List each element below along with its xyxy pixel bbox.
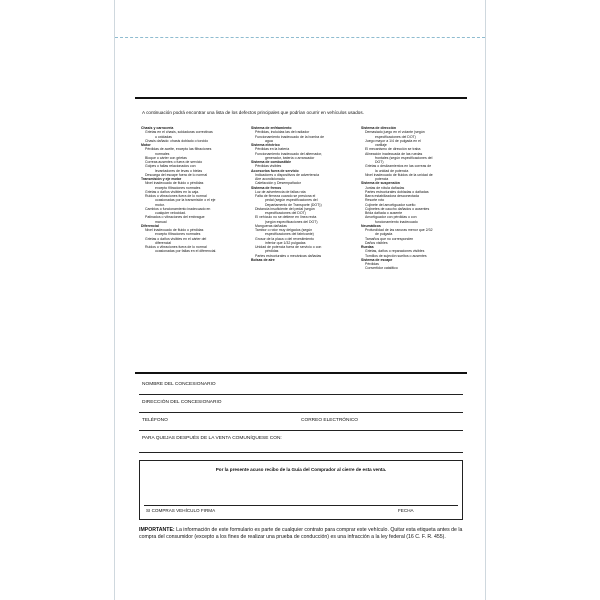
defect-item: agua <box>265 138 273 143</box>
defect-item: potencia <box>375 177 389 181</box>
defect-item: normales <box>155 151 170 156</box>
important-notice <box>139 527 467 541</box>
defect-item: motor. <box>155 202 165 207</box>
defect-item: Alineación inadecuada de las ruedas <box>365 151 423 156</box>
defect-item: Nivel inadecuado de fluido o pérdidas <box>145 228 204 232</box>
defect-item: Pérdidas visibles <box>255 164 282 169</box>
defect-item: pedal (según especificaciones del <box>265 198 318 203</box>
defect-item: inferior que 1/32 pulgadas <box>265 240 306 245</box>
defect-item: Grietas o daños visibles en el cárter del <box>145 236 207 241</box>
defect-item: Falta de firmeza cuando se presiona el <box>255 194 316 198</box>
defect-item: Partes estructurales o mecánicas dañadas <box>255 253 322 258</box>
defect-category-heading: Sistema de dirección <box>361 126 397 130</box>
defect-item: Cojinetes de caucho dañados o ausentes <box>365 206 430 211</box>
defect-item: especificaciones del DOT) <box>375 134 416 139</box>
defect-item: Juego mayor a 1/4 de pulgada en el <box>365 138 421 143</box>
defect-item: El mecanismo de dirección se traba <box>365 147 421 152</box>
dealer-name-label: NOMBRE DEL CONCESIONARIO <box>142 382 216 387</box>
signature-label: SI COMPRAS VEHÍCULO FIRMA <box>146 508 216 513</box>
defect-category-heading: Accesorios fuera de servicio <box>251 168 299 173</box>
defect-item: Profundidad de las ranuras menor que 2/32 <box>365 228 433 232</box>
acknowledgement-box <box>139 460 463 520</box>
defect-item: Aire acondicionado <box>255 177 285 181</box>
defect-item: Indicadores o dispositivos de advertencia <box>255 172 320 177</box>
defects-intro: A continuación podrá encontrar una lista de los defectos principales que podrían ocurrir en vehículos usados. <box>142 110 364 115</box>
defect-item: Grosor de la placa o del revestimiento <box>255 236 314 241</box>
date-label: FECHA <box>398 508 414 513</box>
defect-item: Funcionamiento inadecuado de la bomba de <box>255 134 325 139</box>
defect-item: manual <box>155 219 167 224</box>
defect-item: funcionamiento inadecuado <box>375 219 418 224</box>
defect-item: Grietas o deslizamientos en las correas de <box>365 164 432 169</box>
defect-item: Convertidor catalítico <box>365 266 398 271</box>
defect-item: levantadores de levas o bielas <box>155 168 203 173</box>
defect-item: Unidad de potencia fuera de servicio o con <box>255 245 322 249</box>
defect-item: ocasionadas por la transmisión o el eje <box>155 198 216 203</box>
defect-item: Resorte roto <box>365 198 385 203</box>
defect-item: ocasionadas por fallas en el diferencial. <box>155 249 217 254</box>
defect-item: Pérdidas de aceite, excepto las filtraciones <box>145 147 212 152</box>
important-label: IMPORTANTE: <box>139 527 175 533</box>
defect-category-heading: Sistema eléctrico <box>251 143 280 147</box>
defect-item: cualquier velocidad. <box>155 211 186 215</box>
defect-item: Grietas en el chasis, soldaduras correctivas <box>145 130 213 135</box>
defect-category-heading: Ruedas <box>361 245 374 249</box>
middle-rule <box>135 372 467 374</box>
defect-item: Distancia insuficiente del pedal (según <box>255 206 315 211</box>
defect-item: Brida dañada o ausente <box>365 211 403 215</box>
defect-item: excepto filtraciones normales <box>155 232 201 237</box>
defect-item: Partes estructurales dobladas o dañadas <box>365 189 429 194</box>
defect-item: Cambios o funcionamiento inadecuado en <box>145 206 211 211</box>
defect-item: excepto filtraciones normales <box>155 185 201 190</box>
defect-item: frontales (según especificaciones del <box>375 155 433 160</box>
defects-column-3 <box>361 126 433 271</box>
defect-item: especificaciones del fabricante) <box>265 232 314 237</box>
defect-item: Demasiado juego en el volante (según <box>365 130 425 135</box>
defect-item: Chasis dañado: chasis doblado o torcido <box>145 138 209 143</box>
defect-category-heading: Sistema de combustible <box>251 160 292 164</box>
defect-item: diferencial <box>155 240 171 245</box>
defect-item: u oxidadas <box>155 134 172 139</box>
defect-item: Departamento de Transporte (DOT)) <box>265 202 322 207</box>
defect-item: Barra estabilizadora desconectada <box>365 194 419 198</box>
defect-item: Amortiguador con pérdidas o con <box>365 215 417 220</box>
defect-item: Calefacción y Desempañador <box>255 181 301 186</box>
dealer-name-line[interactable] <box>139 394 463 395</box>
defects-column-2 <box>251 126 324 262</box>
defect-item: Descarga del escape fuera de lo normal <box>145 172 208 177</box>
defect-item: Nivel inadecuado de fluido o pérdidas <box>145 181 204 186</box>
important-text: La información de este formulario es parte de cualquier contrato para comprar este vehículo. Quitar esta etiqueta antes de la compra del consumidor (excepto a los fines de realizar una prueba de conducción) es una infracción a la ley federal (16 C. F. R. 455). <box>139 527 463 540</box>
defect-category-heading: Chasis y carrocería <box>141 126 174 130</box>
defect-category-heading: Neumáticos <box>361 223 381 228</box>
defect-item: Tamaños que no corresponden <box>365 236 414 241</box>
complaints-line[interactable] <box>139 452 463 453</box>
defect-category-heading: Bolsas de aire <box>251 257 275 262</box>
defect-item: varillaje <box>375 143 387 147</box>
defect-category-heading: Sistema de frenos <box>251 185 282 190</box>
defect-category-heading: Sistema de enfriamiento <box>251 126 292 130</box>
defect-item: Bloque o cárter con grietas <box>145 155 187 160</box>
defect-item: Pérdidas en la batería <box>255 147 290 152</box>
defect-item: Ruidos o vibraciones fuera de lo normal <box>145 194 207 198</box>
defect-category-heading: Sistema de suspensión <box>361 181 400 186</box>
top-rule <box>135 97 467 99</box>
phone-label: TELÉFONO <box>142 418 168 423</box>
defect-item: DOT) <box>375 160 384 164</box>
defect-category-heading: Motor <box>141 143 151 147</box>
defect-item: Luz de advertencia de fallas rota <box>255 189 306 194</box>
defect-item: Juntas de rótula dañadas <box>365 185 405 190</box>
defect-item: Grietas o daños visibles en la caja. <box>145 189 200 194</box>
defect-item: Ruidos o vibraciones fuera de lo normal <box>145 245 207 249</box>
phone-email-line[interactable] <box>139 430 463 431</box>
defect-category-heading: Transmisión y eje motor <box>141 177 182 181</box>
signature-line[interactable] <box>144 505 458 506</box>
defect-item: Nivel inadecuado de fluidos de la unidad de <box>365 172 433 177</box>
defect-item: (según especificaciones del DOT) <box>265 219 318 224</box>
defect-item: de pulgada <box>375 232 393 237</box>
defect-item: la unidad de potencia <box>375 168 409 173</box>
email-label: CORREO ELECTRÓNICO <box>301 418 359 423</box>
defect-category-heading: Diferencial <box>141 223 159 228</box>
defect-item: Tambor o rotor muy delgados (según <box>255 228 313 232</box>
defect-item: especificaciones del DOT) <box>265 211 306 215</box>
defect-item: Daños visibles <box>365 240 388 245</box>
dealer-address-line[interactable] <box>139 412 463 413</box>
defect-item: pérdidas <box>265 249 279 254</box>
defect-item: Pérdidas <box>365 262 379 266</box>
defect-item: El vehículo no se detiene en línea recta <box>255 215 317 220</box>
defect-category-heading: Sistema de escape <box>361 257 393 262</box>
defect-item: Grietas, daños o reparaciones visibles <box>365 249 425 254</box>
complaints-label: PARA QUEJAS DESPUÉS DE LA VENTA COMUNÍQUESE CON: <box>142 436 282 441</box>
defects-column-1 <box>141 126 216 254</box>
dealer-address-label: DIRECCIÓN DEL CONCESIONARIO <box>142 400 222 405</box>
defect-item: Funcionamiento inadecuado del alternador, <box>255 151 323 156</box>
defect-item: Cojinete del amortiguador suelto <box>365 202 416 207</box>
acknowledgement-text: Por la presente acuso recibo de la Guía del Comprador al cierre de esta venta. <box>215 467 387 472</box>
defect-item: Tornillos de sujeción sueltos o ausentes <box>365 253 427 258</box>
defect-item: Correas ausentes o fuera de servicio <box>145 160 203 164</box>
defect-item: Patinados o vibraciones del embrague <box>145 215 205 220</box>
defect-item: Mangueras dañadas <box>255 223 287 228</box>
defect-item: Golpes o fallas relacionados con <box>145 164 196 169</box>
perforation-line <box>115 37 485 38</box>
defect-item: generador, batería o arrancador <box>265 155 315 160</box>
defect-item: Pérdidas, incluidas las del radiador <box>255 130 310 135</box>
buyers-guide-page <box>114 0 486 600</box>
